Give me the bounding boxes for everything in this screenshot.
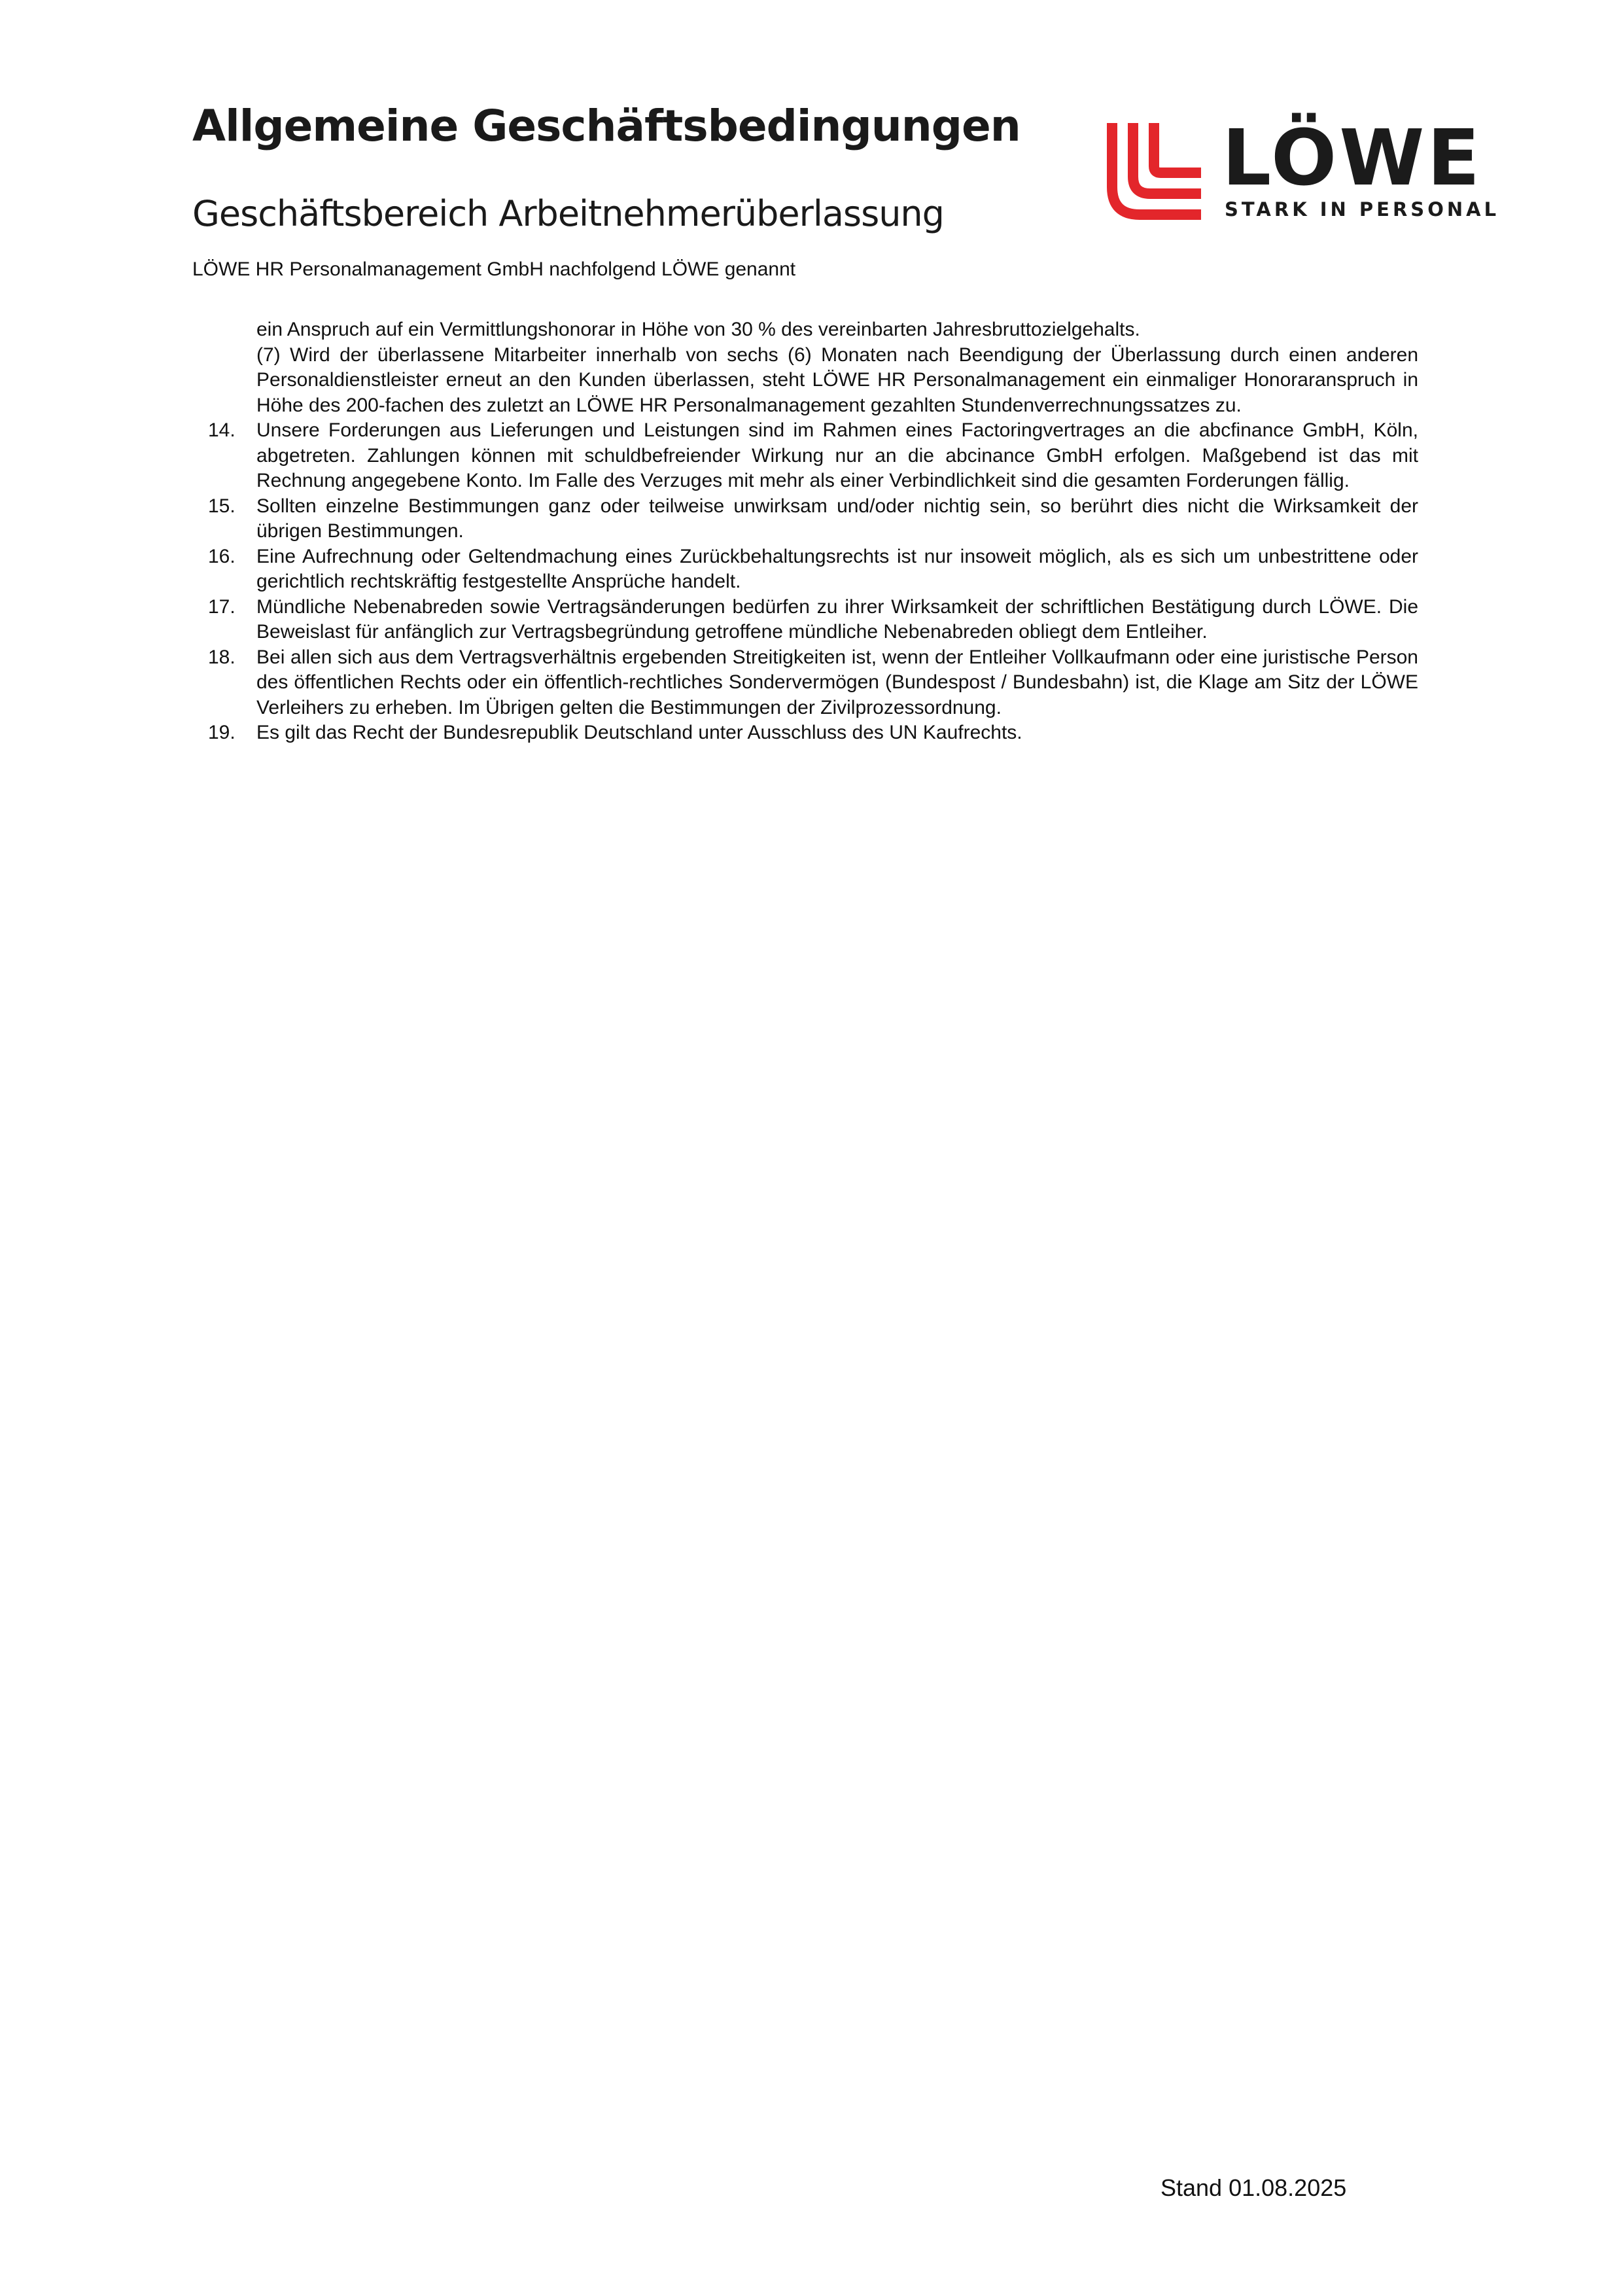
clause-item-18 xyxy=(203,645,1418,721)
clause-number: 14. xyxy=(208,419,236,441)
clause-number: 15. xyxy=(208,495,236,517)
clause-text: Es gilt das Recht der Bundesrepublik Deutschland unter Ausschluss des UN Kaufrechts. xyxy=(256,722,1022,743)
clause-text: Bei allen sich aus dem Vertragsverhältnis ergebenden Streitigkeiten ist, wenn der Entleiher Vollkaufmann oder eine juristische Person des öffentlichen Rechts oder ein öffentlich-rechtliches Sondervermögen (Bundespost / Bundesbahn) ist, die Klage am Sitz der LÖWE Verleihers zu erheben. Im Übrigen gelten die Bestimmungen der Zivilprozessordnung. xyxy=(256,646,1418,718)
clause-list xyxy=(203,418,1418,746)
page-subtitle: Geschäftsbereich Arbeitnehmerüberlassung xyxy=(192,193,944,234)
company-line: LÖWE HR Personalmanagement GmbH nachfolgend LÖWE genannt xyxy=(192,258,796,280)
terms-content xyxy=(203,317,1418,746)
clause-text: Eine Aufrechnung oder Geltendmachung eines Zurückbehaltungsrechts ist nur insoweit möglich, als es sich um unbestrittene oder gerichtlich rechtskräftig festgestellte Ansprüche handelt. xyxy=(256,545,1418,592)
clause-item-19 xyxy=(203,720,1418,746)
clause-item-17 xyxy=(203,595,1418,645)
clause-number: 16. xyxy=(208,545,236,567)
logo-tagline: STARK IN PERSONAL xyxy=(1225,198,1500,221)
clause-number: 18. xyxy=(208,646,236,668)
clause-item-15 xyxy=(203,494,1418,544)
clause-item-16 xyxy=(203,544,1418,595)
loewe-logo xyxy=(1104,113,1500,221)
clause-item-14 xyxy=(203,418,1418,494)
clause-text: Mündliche Nebenabreden sowie Vertragsänderungen bedürfen zu ihrer Wirksamkeit der schriftlichen Bestätigung durch LÖWE. Die Beweislast für anfänglich zur Vertragsbegründung getroffene mündliche Nebenabreden obliegt dem Entleiher. xyxy=(256,595,1418,643)
continuation-paragraph-7: (7) Wird der überlassene Mitarbeiter innerhalb von sechs (6) Monaten nach Beendigung der Überlassung durch einen anderen Personaldienstleister erneut an den Kunden überlassen, steht LÖWE HR Personalmanagement ein einmaliger Honoraranspruch in Höhe des 200-fachen des zuletzt an LÖWE HR Personalmanagement gezahlten Stundenverrechnungssatzes zu. xyxy=(256,344,1418,416)
logo-mark-icon xyxy=(1104,123,1202,221)
continuation-paragraph: ein Anspruch auf ein Vermittlungshonorar in Höhe von 30 % des vereinbarten Jahresbruttozielgehalts. xyxy=(256,319,1140,340)
logo-wordmark: LÖWE xyxy=(1222,113,1483,203)
clause-number: 19. xyxy=(208,722,236,743)
clause-text: Sollten einzelne Bestimmungen ganz oder teilweise unwirksam und/oder nichtig sein, so berührt dies nicht die Wirksamkeit der übrigen Bestimmungen. xyxy=(256,495,1418,542)
page-title: Allgemeine Geschäftsbedingungen xyxy=(192,101,1021,151)
stand-date: Stand 01.08.2025 xyxy=(1161,2174,1347,2201)
clause-text: Unsere Forderungen aus Lieferungen und Leistungen sind im Rahmen eines Factoringvertrages an die abcfinance GmbH, Köln, abgetreten. Zahlungen können mit schuldbefreiender Wirkung nur an die abcinance GmbH erfolgen. Maßgebend ist das mit Rechnung angegebene Konto. Im Falle des Verzuges mit mehr als einer Verbindlichkeit sind die gesamten Forderungen fällig. xyxy=(256,419,1418,491)
clause-number: 17. xyxy=(208,595,236,618)
